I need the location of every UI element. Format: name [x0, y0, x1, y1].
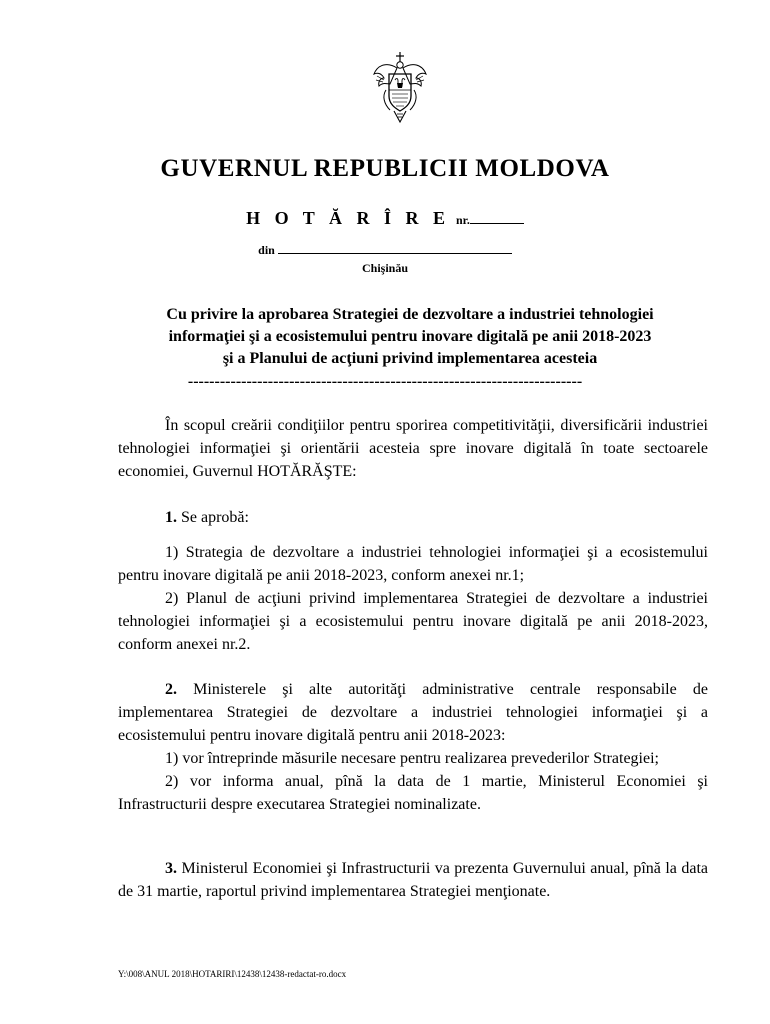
point-number: 2. — [165, 681, 177, 698]
point-number: 3. — [165, 860, 177, 877]
point-1 — [118, 506, 708, 529]
separator-line: -------------------------------------------------------------------------- — [187, 373, 583, 390]
subitem-text: 2) Planul de acţiuni privind implementarea Strategiei de dezvoltare a industriei tehnologiei informaţiei şi a ecosistemului pentru inovare digitală pe anii 2018-2023, conform anexei nr.2. — [118, 590, 708, 653]
city-name: Chişinău — [361, 261, 409, 275]
subitem-text: 1) Strategia de dezvoltare a industriei tehnologiei informaţiei şi a ecosistemului pentru inovare digitală pe anii 2018-2023, conform anexei nr.1; — [118, 544, 708, 584]
government-title: GUVERNUL REPUBLICII MOLDOVA — [160, 155, 610, 182]
document-type: H O T Ă R Î R E — [246, 208, 450, 228]
subitem-text: 1) vor întreprinde măsurile necesare pentru realizarea prevederilor Strategiei; — [165, 750, 659, 767]
footer-file-path: Y:\008\ANUL 2018\HOTARIRI\12438\12438-redactat-ro.docx — [118, 969, 347, 979]
point-text: Ministerul Economiei şi Infrastructurii va prezenta Guvernului anual, pînă la data de 31 martie, raportul privind implementarea Strategiei menţionate. — [118, 860, 709, 900]
subject-line: informaţiei şi a ecosistemului pentru inovare digitală pe anii 2018-2023 — [168, 328, 652, 345]
date-line — [0, 242, 770, 258]
point-text: Se aprobă: — [181, 509, 249, 526]
point-1-subitems — [118, 541, 708, 656]
subitem-text: 2) vor informa anual, pînă la data de 1 martie, Ministerul Economiei şi Infrastructurii despre executarea Strategiei nominalizate. — [118, 773, 708, 813]
number-blank-field — [470, 209, 524, 224]
number-label: nr. — [455, 213, 470, 227]
point-number: 1. — [165, 509, 177, 526]
document-type-line — [0, 206, 770, 232]
subject-line: Cu privire la aprobarea Strategiei de dezvoltare a industriei tehnologiei — [166, 306, 654, 323]
point-text: Ministerele şi alte autorităţi administrative centrale responsabile de implementarea Strategiei de dezvoltare a industriei tehnologiei informaţiei şi a ecosistemului pentru inovare digitală pentru anii 2018-2023: — [118, 681, 708, 744]
date-blank-field — [278, 242, 512, 254]
date-label: din — [258, 243, 275, 257]
moldova-coat-of-arms-icon — [370, 50, 430, 126]
intro-paragraph — [118, 414, 708, 483]
subject-heading — [110, 304, 710, 370]
paragraph-text: În scopul creării condiţiilor pentru sporirea competitivităţii, diversificării industriei tehnologiei informaţiei şi orientării acesteia spre inovare digitală în toate sectoarele economiei, Guvernul HOTĂRĂŞTE: — [118, 417, 708, 480]
point-3 — [118, 857, 708, 903]
point-2 — [118, 678, 708, 816]
subject-line: şi a Planului de acţiuni privind implementarea acesteia — [222, 350, 598, 367]
